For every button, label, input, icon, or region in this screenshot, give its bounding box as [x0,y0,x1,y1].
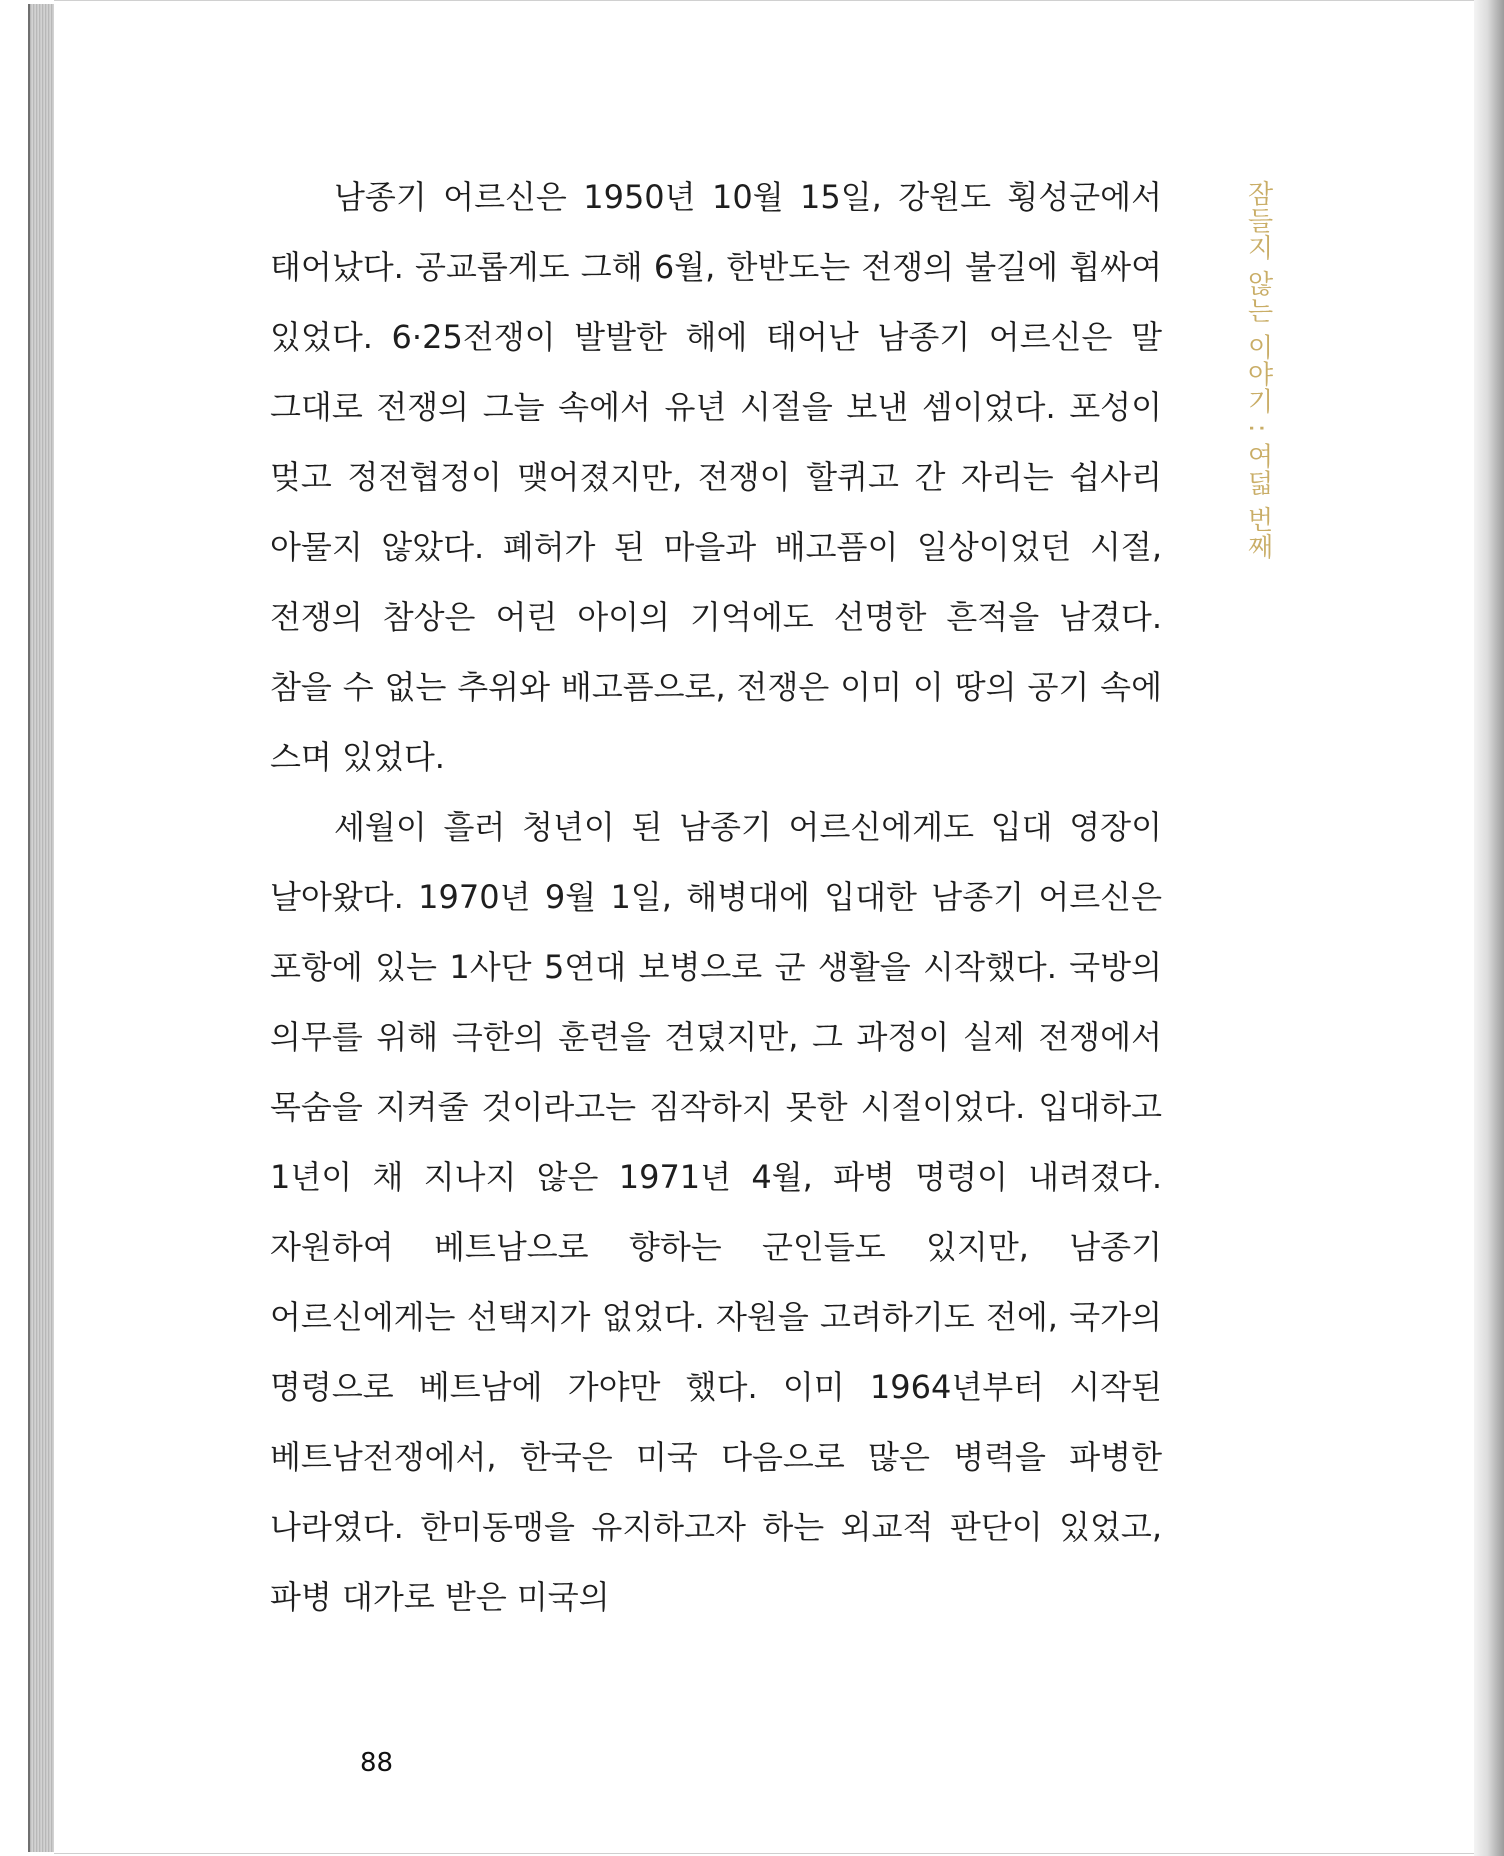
running-header: 잠들지 않는 이야기 : 여덟 번째 [1243,180,1273,561]
paragraph-2: 세월이 흘러 청년이 된 남종기 어르신에게도 입대 영장이 날아왔다. 1970년 9월 1일, 해병대에 입대한 남종기 어르신은 포항에 있는 1사단 5연대 보병으로 군 생활을 시작했다. 국방의 의무를 위해 극한의 훈련을 견뎠지만, 그 과정이 실제 전쟁에서 목숨을 지켜줄 것이라고는 짐작하지 못한 시절이었다. 입대하고 1년이 채 지나지 않은 1971년 4월, 파병 명령이 내려졌다. 자원하여 베트남으로 향하는 군인들도 있지만, 남종기 어르신에게는 선택지가 없었다. 자원을 고려하기도 전에, 국가의 명령으로 베트남에 가야만 했다. 이미 1964년부터 시작된 베트남전쟁에서, 한국은 미국 다음으로 많은 병력을 파병한 나라였다. 한미동맹을 유지하고자 하는 외교적 판단이 있었고, 파병 대가로 받은 미국의 [270,808,1162,1616]
page-right-edge-shadow [1474,0,1504,1856]
page-number: 88 [360,1748,394,1778]
paragraph-1: 남종기 어르신은 1950년 10월 15일, 강원도 횡성군에서 태어났다. 공교롭게도 그해 6월, 한반도는 전쟁의 불길에 휩싸여 있었다. 6·25전쟁이 발발한 해에 태어난 남종기 어르신은 말 그대로 전쟁의 그늘 속에서 유년 시절을 보낸 셈이었다. 포성이 멎고 정전협정이 맺어졌지만, 전쟁이 할퀴고 간 자리는 쉽사리 아물지 않았다. 폐허가 된 마을과 배고픔이 일상이었던 시절, 전쟁의 참상은 어린 아이의 기억에도 선명한 흔적을 남겼다. 참을 수 없는 추위와 배고픔으로, 전쟁은 이미 이 땅의 공기 속에 스며 있었다. [270,178,1162,776]
body-text [270,162,1162,1632]
page-stack-left-edge [28,4,56,1852]
